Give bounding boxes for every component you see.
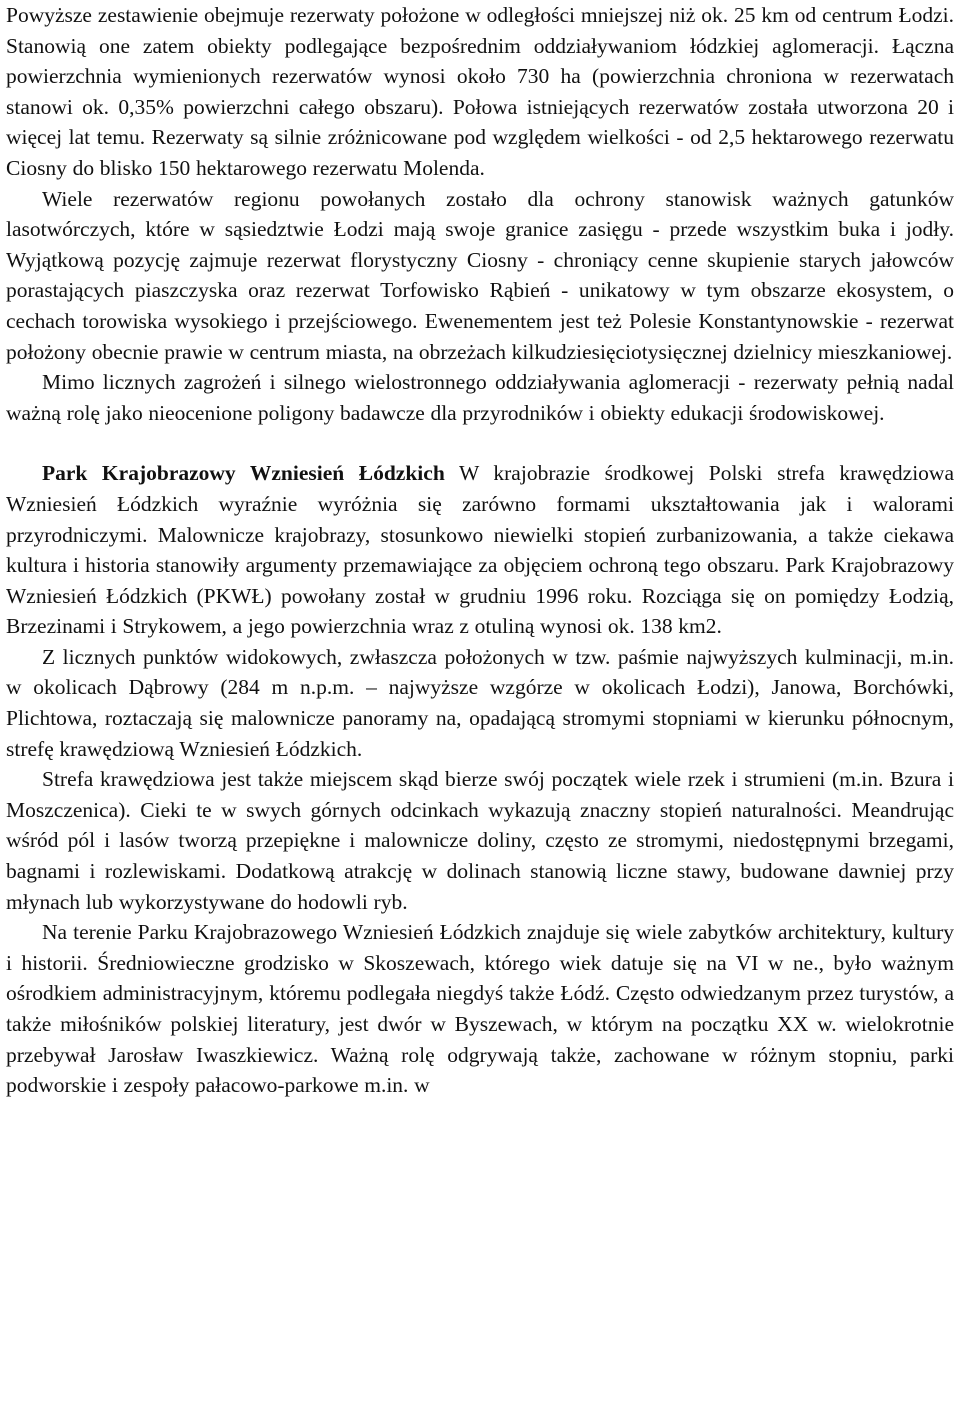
paragraph-reserves-summary: Powyższe zestawienie obejmuje rezerwaty położone w odległości mniejszej niż ok. 25 km od centrum Łodzi. Stanowią one zatem obiekty podlegające bezpośrednim oddziaływaniom łódzkiej aglomeracji. Łączna powierzchnia wymienionych rezerwatów wynosi około 730 ha (powierzchnia chroniona w rezerwatach stanowi ok. 0,35% powierzchni całego obszaru). Połowa istniejących rezerwatów została utworzona 20 i więcej lat temu. Rezerwaty są silnie zróżnicowane pod względem wielkości - od 2,5 hektarowego rezerwatu Ciosny do blisko 150 hektarowego rezerwatu Molenda. xyxy=(6,3,954,180)
park-heading: Park Krajobrazowy Wzniesień Łódzkich xyxy=(42,461,445,486)
paragraph-rivers: Strefa krawędziowa jest także miejscem skąd bierze swój początek wiele rzek i strumieni (m.in. Bzura i Moszczenica). Cieki te w swych górnych odcinkach wykazują znaczny stopień naturalności. Meandrując wśród pól i lasów tworzą przepiękne i malownicze doliny, często ze stromymi, niedostępnymi brzegami, bagnami i rozlewiskami. Dodatkową atrakcję w dolinach stanowią liczne stawy, budowane dawniej przy młynach lub wykorzystywane do hodowli ryb. xyxy=(6,767,954,914)
park-intro-text: W krajobrazie środkowej Polski strefa krawędziowa Wzniesień Łódzkich wyraźnie wyróżnia się zarówno formami ukształtowania jak i walorami przyrodniczymi. Malownicze krajobrazy, stosunkowo niewielki stopień zurbanizowania, a także ciekawa kultura i historia stanowiły argumenty przemawiające za objęciem ochroną tego obszaru. Park Krajobrazowy Wzniesień Łódzkich (PKWŁ) powołany został w grudniu 1996 roku. Rozciąga się on pomiędzy Łodzią, Brzezinami i Strykowem, a jego powierzchnia wraz z otuliną wynosi ok. 138 km2. xyxy=(6,461,954,639)
paragraph-reserves-role: Mimo licznych zagrożeń i silnego wielostronnego oddziaływania aglomeracji - rezerwaty pełnią nadal ważną rolę jako nieocenione poligony badawcze dla przyrodników i obiekty edukacji środowiskowej. xyxy=(6,370,954,425)
paragraph-viewpoints: Z licznych punktów widokowych, zwłaszcza położonych w tzw. paśmie najwyższych kulminacji, m.in. w okolicach Dąbrowy (284 m n.p.m. – najwyższe wzgórze w okolicach Łodzi), Janowa, Borchówki, Plichtowa, roztaczają się malownicze panoramy na, opadającą stromymi stopniami w kierunku północnym, strefę krawędziową Wzniesień Łódzkich. xyxy=(6,644,954,761)
document-page xyxy=(6,0,954,1101)
paragraph-reserves-species: Wiele rezerwatów regionu powołanych zostało dla ochrony stanowisk ważnych gatunków lasotwórczych, które w sąsiedztwie Łodzi mają swoje granice zasięgu - przede wszystkim buka i jodły. Wyjątkową pozycję zajmuje rezerwat florystyczny Ciosny - chroniący cenne skupienie starych jałowców porastających piaszczyska oraz rezerwat Torfowisko Rąbień - unikatowy w tym obszarze ekosystem, o cechach torowiska wysokiego i przejściowego. Ewenementem jest też Polesie Konstantynowskie - rezerwat położony obecnie prawie w centrum miasta, na obrzeżach kilkudziesięciotysięcznej dzielnicy mieszkaniowej. xyxy=(6,186,954,364)
paragraph-monuments: Na terenie Parku Krajobrazowego Wzniesień Łódzkich znajduje się wiele zabytków architektury, kultury i historii. Średniowieczne grodzisko w Skoszewach, którego wiek datuje się na VI w ne., było ważnym ośrodkiem administracyjnym, któremu podlegała niegdyś także Łódź. Często odwiedzanym przez turystów, a także miłośników polskiej literatury, jest dwór w Byszewach, w którym na początku XX w. wielokrotnie przebywał Jarosław Iwaszkiewicz. Ważną rolę odgrywają także, zachowane w różnym stopniu, parki podworskie i zespoły pałacowo-parkowe m.in. w xyxy=(6,920,954,1098)
paragraph-park-intro xyxy=(6,458,954,642)
